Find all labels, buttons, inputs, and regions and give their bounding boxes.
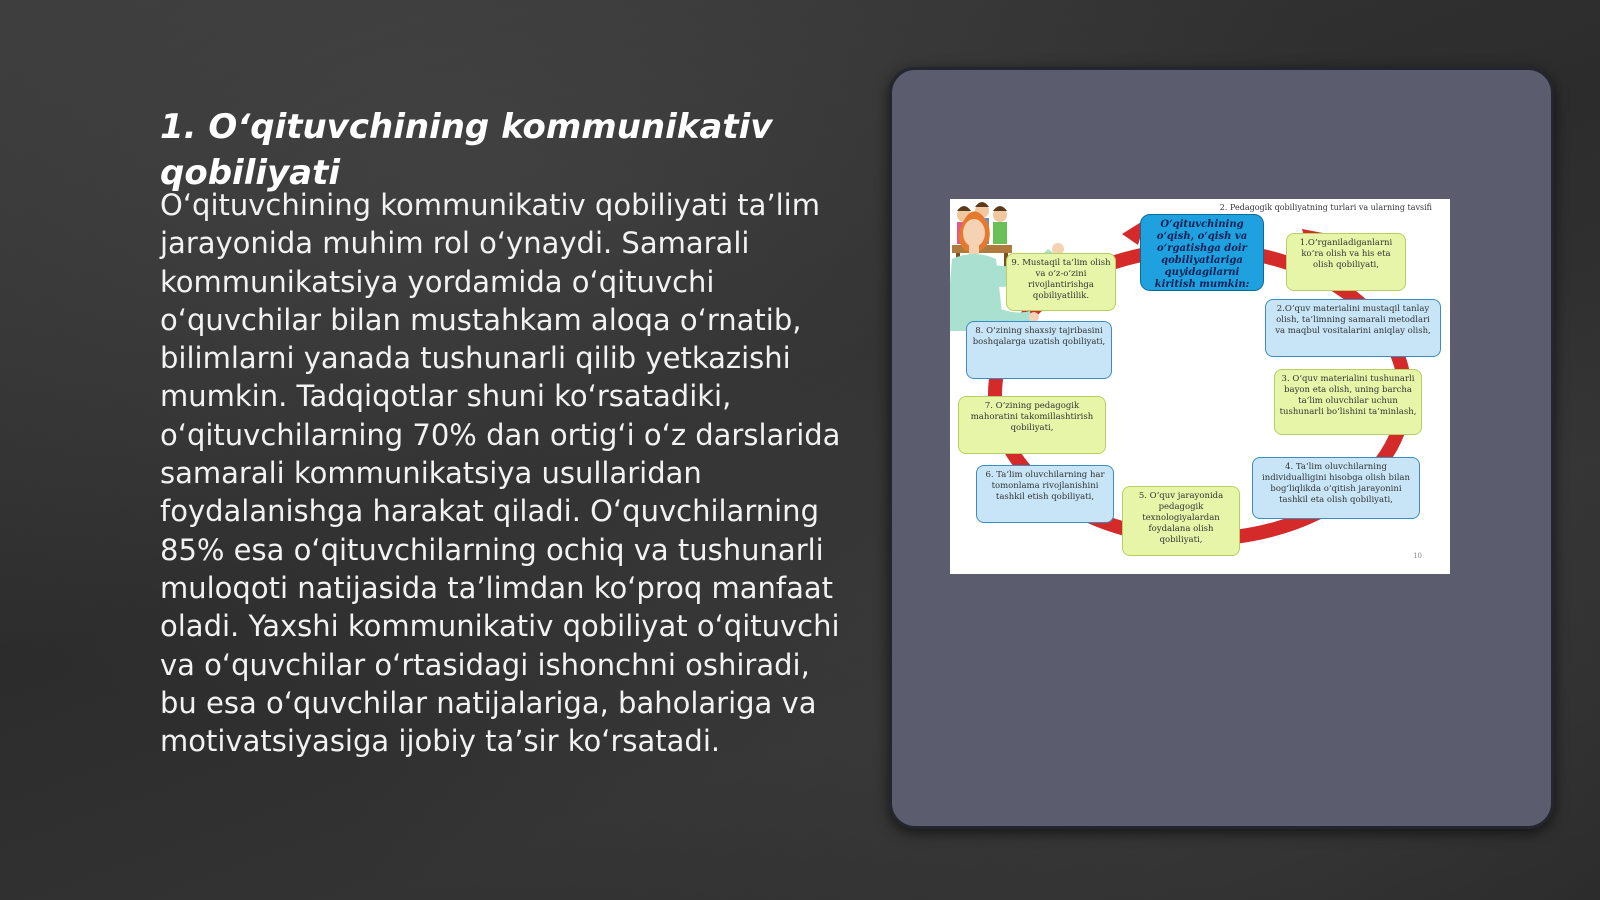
diagram-node-2: 2.O‘quv materialini mustaqil tanlay olish, ta’limning samarali metodlari va maqbul vositalarini aniqlay olish, — [1265, 299, 1441, 357]
diagram-caption: 2. Pedagogik qobiliyatning turlari va ularning tavsifi — [1219, 203, 1432, 212]
diagram-image — [950, 199, 1450, 574]
diagram-node-3: 3. O‘quv materialini tushunarli bayon eta olish, uning barcha ta’lim oluvchilar uchun tushunarli bo‘lishini ta’minlash, — [1274, 369, 1422, 435]
diagram-node-5: 5. O‘quv jarayonida pedagogik texnologiyalardan foydalana olish qobiliyati, — [1122, 486, 1240, 556]
diagram-node-9: 9. Mustaqil ta’lim olish va o‘z-o‘zini rivojlantirishga qobiliyatlilik. — [1006, 253, 1116, 311]
diagram-center-box: O‘qituvchining o‘qish, o‘qish va o‘rgatishga doir qobiliyatlariga quyidagilarni kiritish mumkin: — [1140, 214, 1264, 291]
diagram-node-7: 7. O‘zining pedagogik mahoratini takomillashtirish qobiliyati, — [958, 396, 1106, 454]
diagram-node-8: 8. O‘zining shaxsiy tajribasini boshqalarga uzatish qobiliyati, — [966, 321, 1112, 379]
diagram-node-6: 6. Ta’lim oluvchilarning har tomonlama rivojlanishini tashkil etish qobiliyati, — [976, 465, 1114, 523]
slide-title: 1. O‘qituvchining kommunikativ qobiliyati — [160, 107, 773, 193]
diagram-node-1: 1.O‘rganiladiganlarni ko‘ra olish va his eta olish qobiliyati, — [1286, 233, 1406, 291]
slide-body-text: O‘qituvchining kommunikativ qobiliyati ta’lim jarayonida muhim rol o‘ynaydi. Samarali kommunikatsiya yordamida o‘qituvchi o‘quvchilar bilan mustahkam aloqa o‘rnatib, bilimlarni yanada tushunarli qilib yetkazishi mumkin. Tadqiqotlar shuni ko‘rsatadiki, o‘qituvchilarning 70% dan ortig‘i o‘z darslarida samarali kommunikatsiya usullaridan foydalanishga harakat qiladi. O‘quvchilarning 85% esa o‘qituvchilarning ochiq va tushunarli muloqoti natijasida ta’limdan ko‘proq manfaat oladi. Yaxshi kommunikativ qobiliyat o‘qituvchi va o‘quvchilar o‘rtasidagi ishonchni oshiradi, bu esa o‘quvchilar natijalariga, baholariga va motivatsiyasiga ijobiy ta’sir ko‘rsatadi. — [160, 188, 841, 759]
diagram-node-4: 4. Ta’lim oluvchilarning individualligini hisobga olish bilan bog‘liqlikda o‘qitish jarayonini tashkil eta olish qobiliyati, — [1252, 457, 1420, 519]
diagram-page-number: 10 — [1413, 552, 1422, 560]
